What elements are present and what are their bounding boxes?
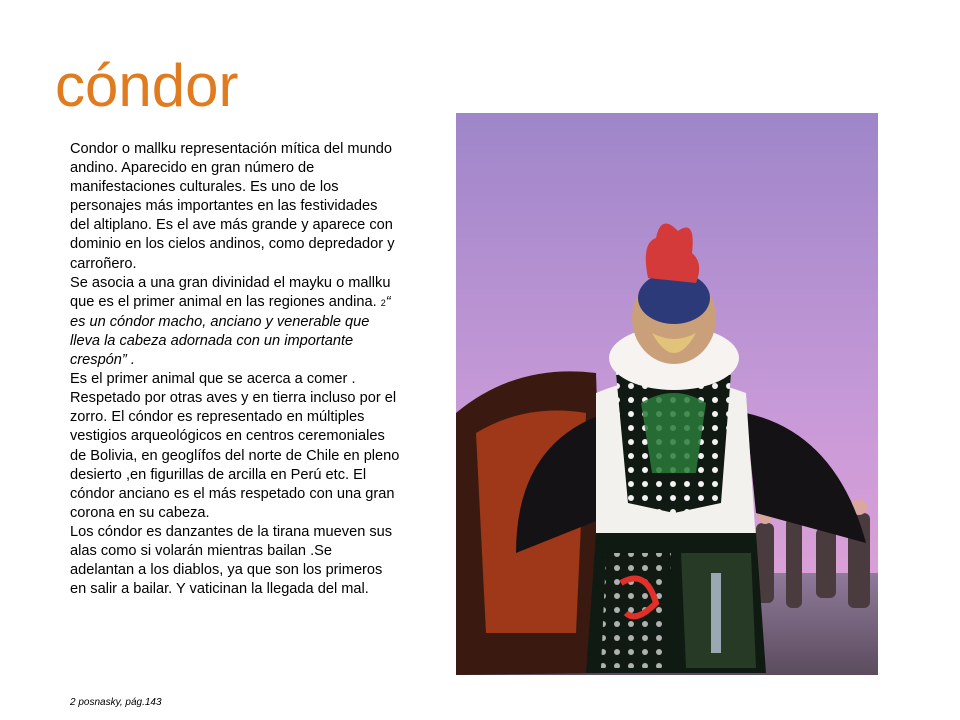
footnote-ref: 2 xyxy=(380,297,386,308)
paragraph-4: Los cóndor es danzantes de la tirana mueven sus alas como si volarán mientras bailan .Se adelantan a los diablos, ya que son los primeros en salir a bailar. Y vaticinan la llegada del mal. xyxy=(70,523,393,598)
body-text xyxy=(70,140,400,599)
paragraph-2-lead: Se asocia a una gran divinidad el mayku o mallku que es el primer animal en las regiones andina. xyxy=(70,274,391,310)
condor-dancer-photo xyxy=(456,113,878,675)
slide-title: cóndor xyxy=(55,52,239,119)
paragraph-3: Es el primer animal que se acerca a comer . Respetado por otras aves y en tierra incluso por el zorro. El cóndor es representado en múltiples vestigios arqueológicos en centros ceremoniales de Bolivia, en geoglífos del norte de Chile en pleno desierto ,en figurillas de arcilla en Perú etc. El cóndor anciano es el más respetado con una gran corona en su cabeza. xyxy=(70,371,400,521)
quote: “ es un cóndor macho, anciano y venerable que lleva la cabeza adornada con un importante crespón” . xyxy=(70,293,391,369)
paragraph-2 xyxy=(70,274,400,370)
footnote: 2 posnasky, pág.143 xyxy=(70,697,162,708)
paragraph-1: Condor o mallku representación mítica del mundo andino. Aparecido en gran número de manifestaciones culturales. Es uno de los personajes más importantes en las festividades del altiplano. Es el ave más grande y aparece con dominio en los cielos andinos, como depredador y carroñero. xyxy=(70,141,395,272)
